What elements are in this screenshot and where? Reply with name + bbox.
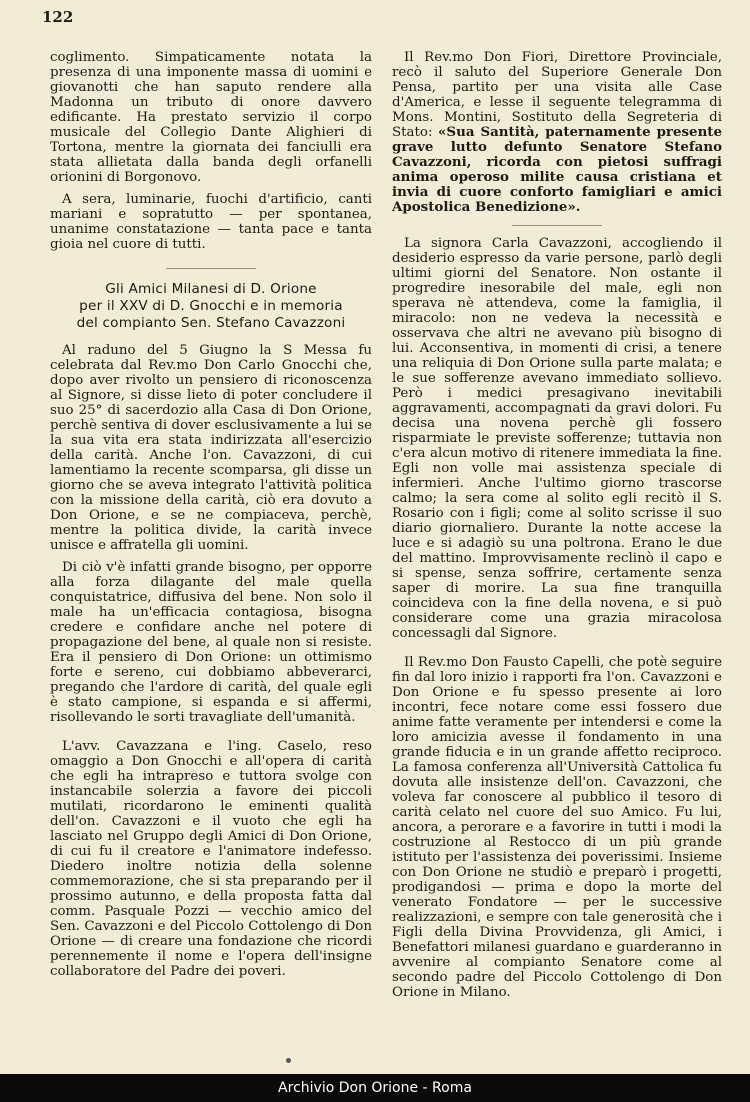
paragraph-commemoration: L'avv. Cavazzana e l'ing. Caselo, reso omaggio a Don Gnocchi e all'opera di carità che egli ha intrapreso e tuttora svolge con instancabile solerzia a favore dei piccoli mutilati, ricordarono le eminenti qualità dell'on. Cavazzoni e il vuoto che egli ha lasciato nel Gruppo degli Amici di Don Orione, di cui fu il creatore e l'animatore indefesso. Diedero inoltre notizia della solenne commemorazione, che si sta preparando per il prossimo autunno, e della proposta fatta dal comm. Pasquale Pozzi — vecchio amico del Sen. Cavazzoni e del Piccolo Cottolengo di Don Orione — di creare una fondazione che ricordi perennemente il nome e l'opera dell'insigne collaboratore del Padre dei poveri.: [50, 739, 372, 979]
heading-line-1: Gli Amici Milanesi di D. Orione: [105, 281, 317, 297]
paragraph-last-days: La signora Carla Cavazzoni, accogliendo il desiderio espresso da varie persone, parlò degli ultimi giorni del Senatore. Non ostante il progredire inesorabile del male, egli non sperava nè attendeva, come la famiglia, il miracolo: non ne vedeva la necessità e osservava che altri ne avevano più bisogno di lui. Acconsentiva, in momenti di crisi, a tenere una reliquia di Don Orione sulla parte malata; e le sue sofferenze avevano immediato sollievo. Però i medici presagivano inevitabili aggravamenti, accompagnati da gravi dolori. Fu decisa una novena perchè gli fossero risparmiate le previste sofferenze; tuttavia non c'era alcun motivo di ritenere immediata la fine. Egli non volle mai assistenza speciale di infermieri. Anche l'ultimo giorno trascorse calmo; la sera come al solito egli recitò il S. Rosario con i figli; come al solito scrisse il suo diario giornaliero. Durante la notte accese la luce e si adagiò su una poltrona. Erano le due del mattino. Improvvisamente reclinò il capo e si spense, senza soffrire, certamente senza saper di morire. La sua fine tranquilla coincideva con la fine della novena, e si può considerare come una grazia miracolosa concessagli dal Signore.: [392, 236, 722, 641]
paragraph-evening: A sera, luminarie, fuochi d'artificio, canti mariani e sopratutto — per spontanea, unanime constatazione — tanta pace e tanta gioia nel cuore di tutti.: [50, 192, 372, 252]
heading-line-3: del compianto Sen. Stefano Cavazzoni: [76, 315, 346, 331]
paragraph-gnocchi-mass: Al raduno del 5 Giugno la S Messa fu celebrata dal Rev.mo Don Carlo Gnocchi che, dopo aver rivolto un pensiero di riconoscenza al Signore, si disse lieto di poter concludere il suo 25° di sacerdozio alla Casa di Don Orione, perchè sentiva di dover esclusivamente a lui se la sua vita era stata indirizzata all'esercizio della carità. Anche l'on. Cavazzoni, di cui lamentiamo la recente scomparsa, gli disse un giorno che se aveva integrato l'attività politica con la missione della carità, ciò era dovuto a Don Orione, e se ne compiaceva, perchè, mentre la politica divide, la carità invece unisce e affratella gli uomini.: [50, 343, 372, 553]
archive-footer: Archivio Don Orione - Roma: [0, 1074, 750, 1102]
article-heading: [50, 281, 372, 332]
heading-line-2: per il XXV di D. Gnocchi e in memoria: [79, 298, 343, 314]
right-column: [392, 50, 722, 1007]
left-column: [50, 50, 372, 986]
paragraph-telegram: [392, 50, 722, 215]
paragraph-capelli: Il Rev.mo Don Fausto Capelli, che potè seguire fin dal loro inizio i rapporti fra l'on. Cavazzoni e Don Orione e fu spesso presente ai loro incontri, fece notare come essi fossero due anime fatte veramente per intendersi e come la loro amicizia avesse il fondamento in una grande fiducia e in un grande affetto reciproco. La famosa conferenza all'Università Cattolica fu dovuta alle insistenze dell'on. Cavazzoni, che voleva far conoscere al pubblico il tesoro di carità celato nel cuore del suo Amico. Fu lui, ancora, a perorare e a favorire in tutti i modi la costruzione al Restocco di un più grande istituto per l'assistenza dei poverissimi. Insieme con Don Orione ne studiò e preparò i progetti, prodigandosi — prima e dopo la morte del venerato Fondatore — per le successive realizzazioni, e sempre con tale generosità che i Figli della Divina Provvidenza, gli Amici, i Benefattori milanesi guardano e guarderanno in avvenire al compianto Senatore come al secondo padre del Piccolo Cottolengo di Don Orione in Milano.: [392, 655, 722, 1000]
section-divider: [166, 268, 256, 269]
paragraph-good-propagation: Di ciò v'è infatti grande bisogno, per opporre alla forza dilagante del male quella conquistatrice, diffusiva del bene. Non solo il male ha un'efficacia contagiosa, bisogna credere e confidare anche nel potere di propagazione del bene, al quale non si resiste. Era il pensiero di Don Orione: un ottimismo forte e sereno, cui dobbiamo abbeverarci, pregando che l'ardore di carità, del quale egli è stato campione, si espanda e si affermi, risollevando le sorti travagliate dell'umanità.: [50, 560, 372, 725]
paragraph-celebration-end: coglimento. Simpaticamente notata la presenza di una imponente massa di uomini e giovanotti che han saputo rendere alla Madonna un tributo di onore davvero edificante. Ha prestato servizio il corpo musicale del Collegio Dante Alighieri di Tortona, mentre la giornata dei fanciulli era stata allietata dalla banda degli orfanelli orionini di Borgonovo.: [50, 50, 372, 185]
telegram-intro: Il Rev.mo Don Fiori, Direttore Provinciale, recò il saluto del Superiore Generale Don Pensa, partito per una visita alle Case d'America, e lesse il seguente telegramma di Mons. Montini, Sostituto della Segreteria di Stato:: [392, 50, 722, 140]
section-divider: [512, 225, 602, 226]
page-number: 122: [42, 8, 74, 26]
decorative-dot: [286, 1058, 291, 1063]
telegram-text: «Sua Santità, paternamente presente grave lutto defunto Senatore Stefano Cavazzoni, ricorda con pietosi suffragi anima operoso milite causa cristiana et invia di cuore conforto famigliari e amici Apostolica Benedizione».: [392, 124, 723, 215]
